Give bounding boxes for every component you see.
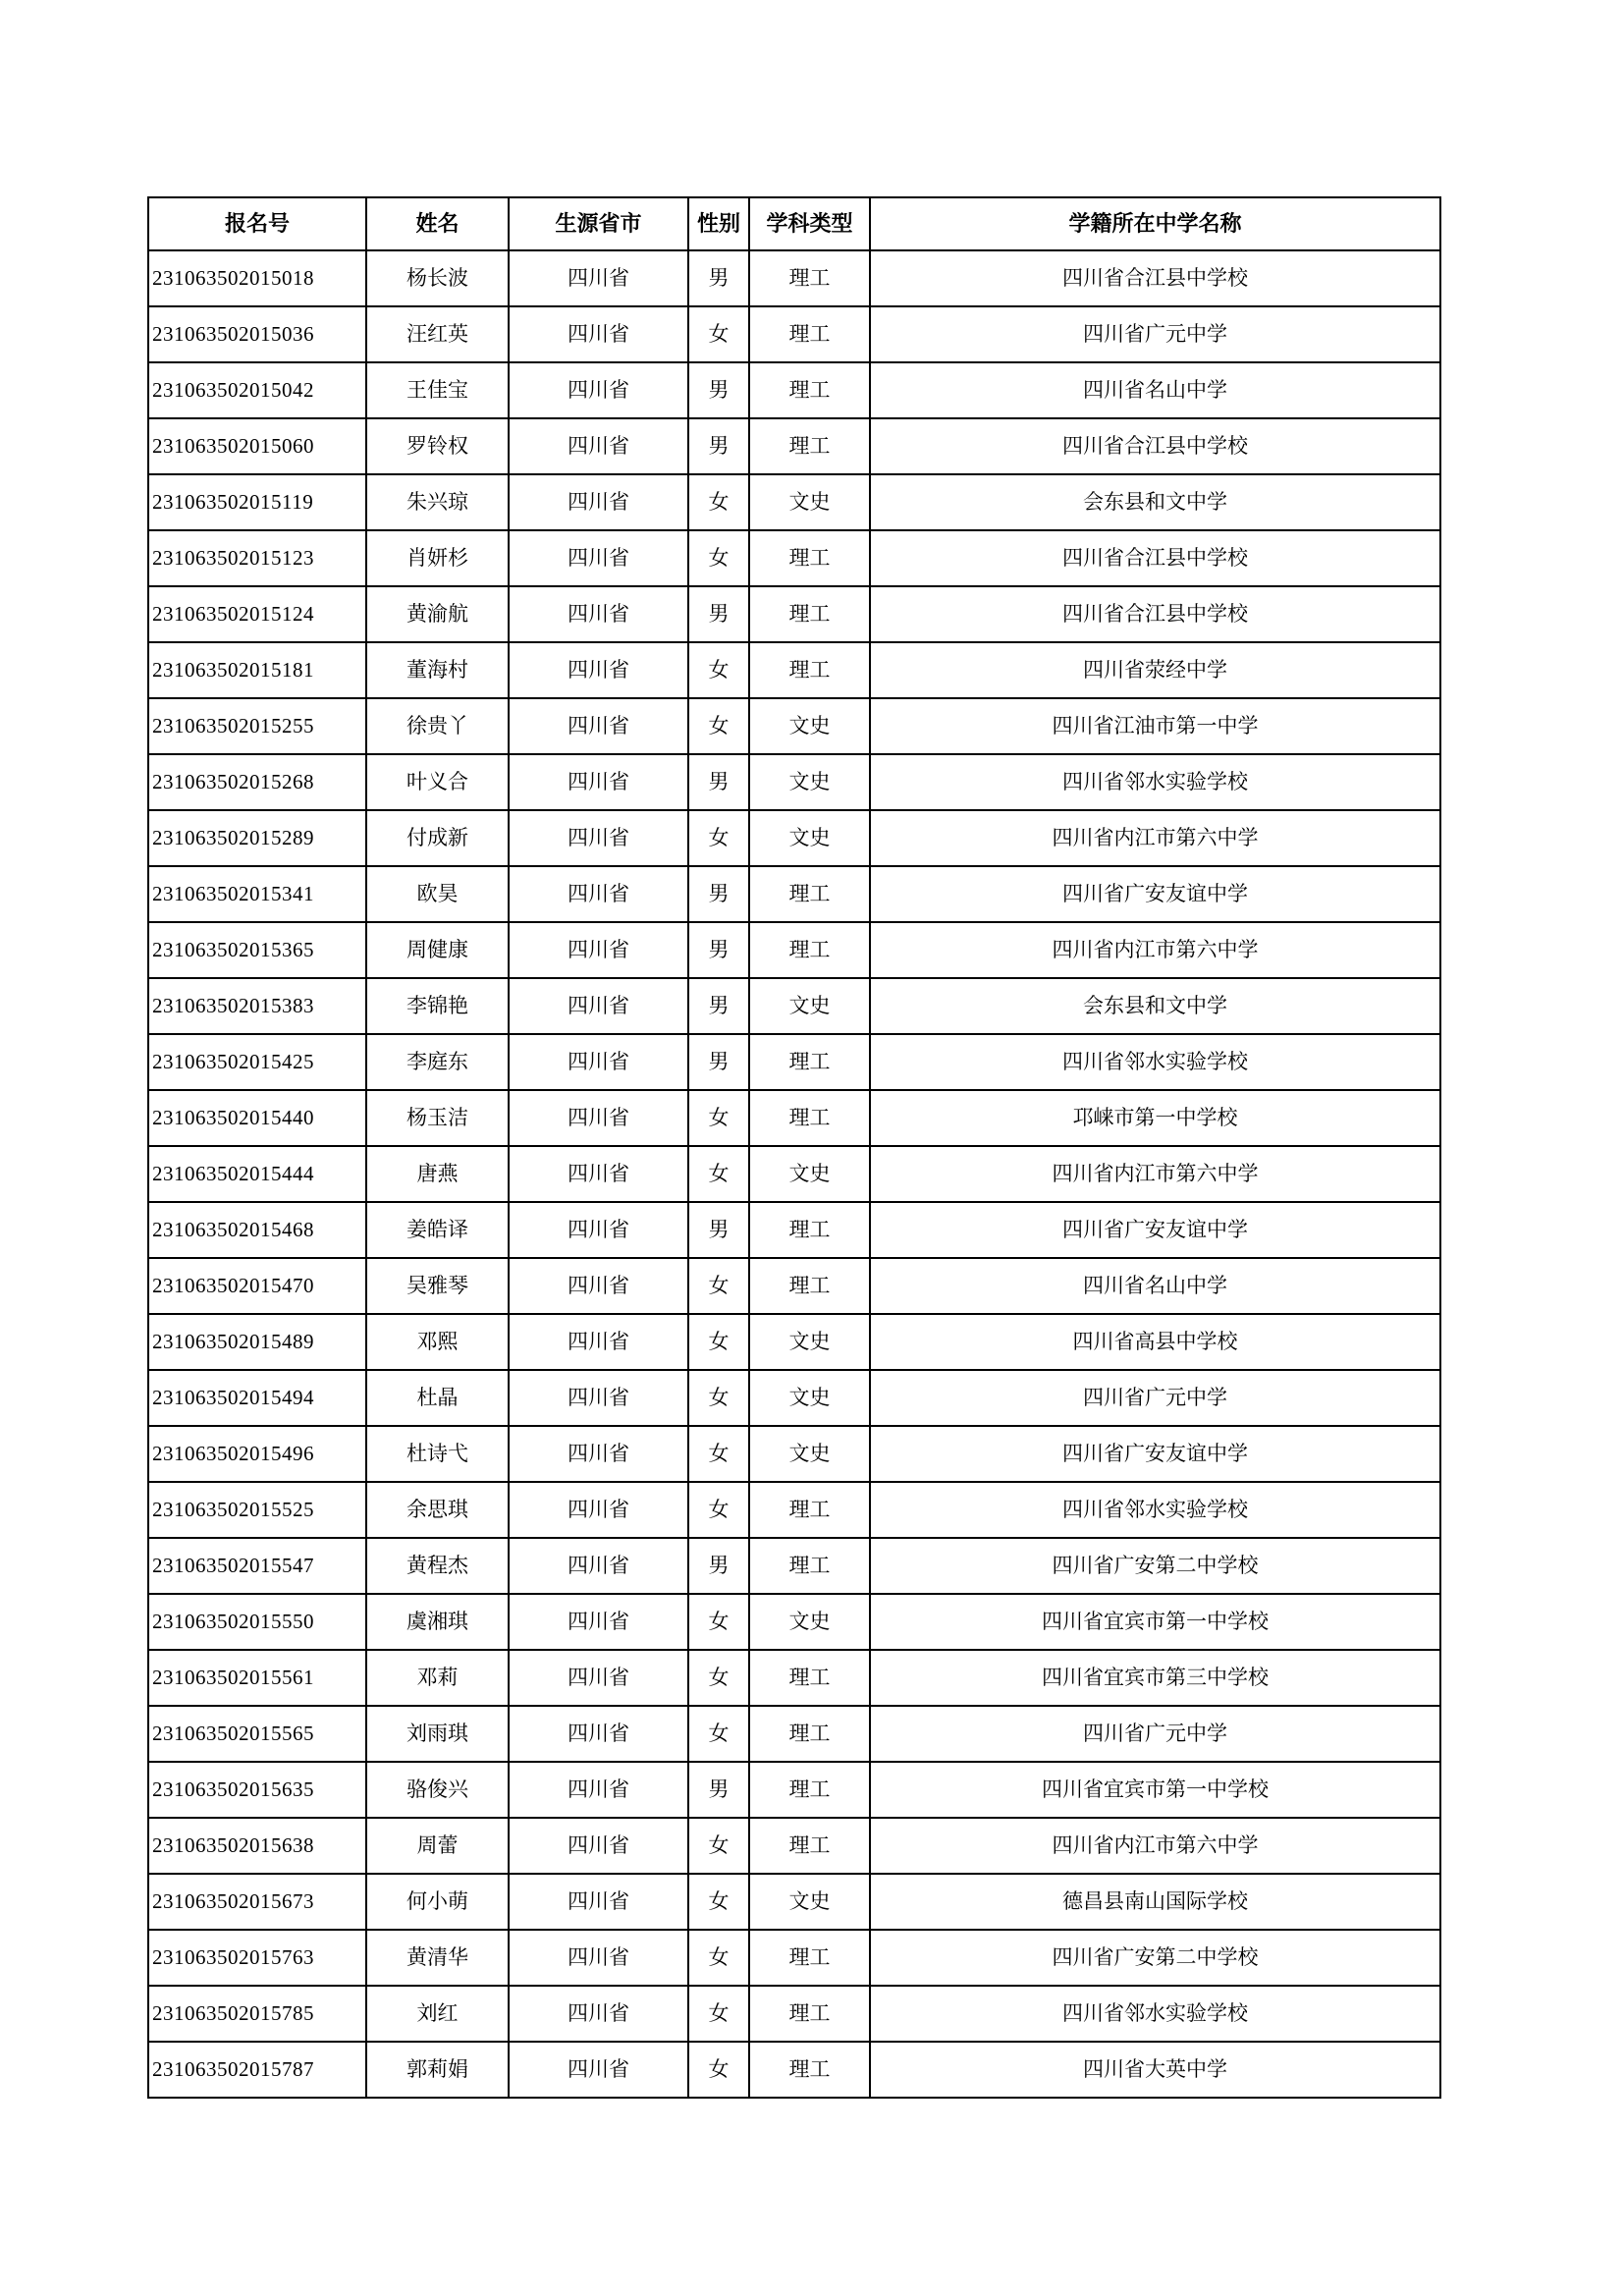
- table-row: [148, 1146, 1440, 1202]
- student-roster-table: [147, 196, 1441, 2099]
- cell-regno: 231063502015181: [148, 642, 366, 698]
- table-row: [148, 586, 1440, 642]
- cell-regno: 231063502015268: [148, 754, 366, 810]
- table-body: [148, 250, 1440, 2098]
- cell-name: 吴雅琴: [366, 1258, 509, 1314]
- cell-name: 杨长波: [366, 250, 509, 306]
- cell-name: 李锦艳: [366, 978, 509, 1034]
- cell-gender: 男: [688, 922, 749, 978]
- cell-name: 何小萌: [366, 1874, 509, 1930]
- cell-regno: 231063502015470: [148, 1258, 366, 1314]
- table-row: [148, 1258, 1440, 1314]
- cell-regno: 231063502015489: [148, 1314, 366, 1370]
- cell-school: 四川省宜宾市第一中学校: [870, 1762, 1440, 1818]
- table-row: [148, 1370, 1440, 1426]
- cell-regno: 231063502015565: [148, 1706, 366, 1762]
- cell-province: 四川省: [509, 474, 688, 530]
- table-row: [148, 1762, 1440, 1818]
- cell-province: 四川省: [509, 306, 688, 362]
- cell-regno: 231063502015124: [148, 586, 366, 642]
- cell-school: 邛崃市第一中学校: [870, 1090, 1440, 1146]
- cell-name: 汪红英: [366, 306, 509, 362]
- cell-regno: 231063502015042: [148, 362, 366, 418]
- cell-school: 四川省合江县中学校: [870, 250, 1440, 306]
- cell-regno: 231063502015638: [148, 1818, 366, 1874]
- cell-gender: 女: [688, 1314, 749, 1370]
- header-province: 生源省市: [509, 197, 688, 250]
- table-row: [148, 1538, 1440, 1594]
- cell-regno: 231063502015383: [148, 978, 366, 1034]
- cell-name: 邓熙: [366, 1314, 509, 1370]
- cell-regno: 231063502015547: [148, 1538, 366, 1594]
- cell-school: 四川省高县中学校: [870, 1314, 1440, 1370]
- cell-school: 四川省合江县中学校: [870, 530, 1440, 586]
- cell-province: 四川省: [509, 1874, 688, 1930]
- cell-gender: 女: [688, 1650, 749, 1706]
- header-row: [148, 197, 1440, 250]
- cell-gender: 女: [688, 810, 749, 866]
- cell-regno: 231063502015018: [148, 250, 366, 306]
- cell-province: 四川省: [509, 2042, 688, 2098]
- cell-school: 四川省广安友谊中学: [870, 1202, 1440, 1258]
- table-row: [148, 2042, 1440, 2098]
- cell-name: 余思琪: [366, 1482, 509, 1538]
- cell-regno: 231063502015255: [148, 698, 366, 754]
- cell-regno: 231063502015119: [148, 474, 366, 530]
- cell-province: 四川省: [509, 1650, 688, 1706]
- cell-school: 四川省邻水实验学校: [870, 754, 1440, 810]
- cell-gender: 男: [688, 978, 749, 1034]
- header-reg-no: 报名号: [148, 197, 366, 250]
- cell-name: 董海村: [366, 642, 509, 698]
- cell-name: 杜晶: [366, 1370, 509, 1426]
- cell-subject-type: 理工: [749, 1202, 870, 1258]
- cell-name: 黄程杰: [366, 1538, 509, 1594]
- cell-province: 四川省: [509, 1034, 688, 1090]
- cell-province: 四川省: [509, 1146, 688, 1202]
- table-row: [148, 922, 1440, 978]
- cell-province: 四川省: [509, 530, 688, 586]
- cell-gender: 女: [688, 474, 749, 530]
- cell-gender: 男: [688, 1538, 749, 1594]
- cell-regno: 231063502015494: [148, 1370, 366, 1426]
- cell-name: 徐贵丫: [366, 698, 509, 754]
- cell-province: 四川省: [509, 418, 688, 474]
- cell-gender: 女: [688, 642, 749, 698]
- cell-gender: 男: [688, 418, 749, 474]
- table-row: [148, 1034, 1440, 1090]
- cell-name: 周蕾: [366, 1818, 509, 1874]
- cell-province: 四川省: [509, 1370, 688, 1426]
- table-row: [148, 1594, 1440, 1650]
- cell-subject-type: 理工: [749, 866, 870, 922]
- cell-school: 四川省广安友谊中学: [870, 1426, 1440, 1482]
- cell-subject-type: 理工: [749, 922, 870, 978]
- cell-province: 四川省: [509, 1482, 688, 1538]
- table-row: [148, 1874, 1440, 1930]
- cell-regno: 231063502015289: [148, 810, 366, 866]
- cell-school: 四川省内江市第六中学: [870, 810, 1440, 866]
- cell-province: 四川省: [509, 1986, 688, 2042]
- cell-province: 四川省: [509, 1426, 688, 1482]
- cell-school: 会东县和文中学: [870, 474, 1440, 530]
- cell-subject-type: 理工: [749, 1090, 870, 1146]
- cell-name: 骆俊兴: [366, 1762, 509, 1818]
- cell-subject-type: 理工: [749, 1258, 870, 1314]
- header-subject-type: 学科类型: [749, 197, 870, 250]
- cell-regno: 231063502015468: [148, 1202, 366, 1258]
- cell-subject-type: 文史: [749, 1146, 870, 1202]
- cell-name: 唐燕: [366, 1146, 509, 1202]
- cell-gender: 男: [688, 866, 749, 922]
- table-row: [148, 642, 1440, 698]
- cell-regno: 231063502015525: [148, 1482, 366, 1538]
- cell-subject-type: 理工: [749, 1762, 870, 1818]
- cell-name: 叶义合: [366, 754, 509, 810]
- table-row: [148, 1818, 1440, 1874]
- cell-province: 四川省: [509, 1202, 688, 1258]
- table-row: [148, 754, 1440, 810]
- cell-school: 四川省广元中学: [870, 1706, 1440, 1762]
- cell-subject-type: 理工: [749, 1706, 870, 1762]
- cell-subject-type: 理工: [749, 418, 870, 474]
- cell-name: 欧昊: [366, 866, 509, 922]
- cell-gender: 女: [688, 1874, 749, 1930]
- cell-gender: 男: [688, 250, 749, 306]
- cell-subject-type: 理工: [749, 1818, 870, 1874]
- cell-province: 四川省: [509, 810, 688, 866]
- cell-name: 邓莉: [366, 1650, 509, 1706]
- cell-subject-type: 理工: [749, 1986, 870, 2042]
- cell-regno: 231063502015561: [148, 1650, 366, 1706]
- cell-school: 四川省广安第二中学校: [870, 1930, 1440, 1986]
- cell-gender: 女: [688, 1482, 749, 1538]
- cell-school: 四川省内江市第六中学: [870, 1818, 1440, 1874]
- cell-subject-type: 理工: [749, 1538, 870, 1594]
- cell-name: 刘红: [366, 1986, 509, 2042]
- cell-subject-type: 文史: [749, 1370, 870, 1426]
- cell-gender: 女: [688, 1706, 749, 1762]
- table-row: [148, 978, 1440, 1034]
- cell-province: 四川省: [509, 1594, 688, 1650]
- cell-name: 肖妍杉: [366, 530, 509, 586]
- cell-province: 四川省: [509, 1930, 688, 1986]
- cell-subject-type: 理工: [749, 1930, 870, 1986]
- header-school: 学籍所在中学名称: [870, 197, 1440, 250]
- cell-subject-type: 理工: [749, 362, 870, 418]
- cell-school: 四川省大英中学: [870, 2042, 1440, 2098]
- table-row: [148, 418, 1440, 474]
- cell-subject-type: 文史: [749, 1314, 870, 1370]
- table-row: [148, 1202, 1440, 1258]
- cell-subject-type: 文史: [749, 978, 870, 1034]
- cell-subject-type: 文史: [749, 754, 870, 810]
- cell-school: 四川省内江市第六中学: [870, 922, 1440, 978]
- cell-subject-type: 理工: [749, 530, 870, 586]
- cell-province: 四川省: [509, 1706, 688, 1762]
- cell-name: 罗铃权: [366, 418, 509, 474]
- table-row: [148, 250, 1440, 306]
- table-row: [148, 1482, 1440, 1538]
- cell-subject-type: 文史: [749, 698, 870, 754]
- table-row: [148, 306, 1440, 362]
- cell-province: 四川省: [509, 1314, 688, 1370]
- cell-gender: 女: [688, 698, 749, 754]
- cell-province: 四川省: [509, 250, 688, 306]
- table-row: [148, 698, 1440, 754]
- cell-subject-type: 文史: [749, 810, 870, 866]
- cell-regno: 231063502015036: [148, 306, 366, 362]
- cell-province: 四川省: [509, 1818, 688, 1874]
- cell-school: 四川省广安第二中学校: [870, 1538, 1440, 1594]
- cell-subject-type: 文史: [749, 1594, 870, 1650]
- table-row: [148, 1986, 1440, 2042]
- cell-gender: 女: [688, 2042, 749, 2098]
- cell-province: 四川省: [509, 1258, 688, 1314]
- cell-gender: 女: [688, 1986, 749, 2042]
- cell-subject-type: 理工: [749, 642, 870, 698]
- cell-name: 李庭东: [366, 1034, 509, 1090]
- cell-province: 四川省: [509, 586, 688, 642]
- cell-regno: 231063502015444: [148, 1146, 366, 1202]
- table-row: [148, 1426, 1440, 1482]
- table-row: [148, 1090, 1440, 1146]
- cell-gender: 女: [688, 530, 749, 586]
- cell-gender: 女: [688, 306, 749, 362]
- table-row: [148, 810, 1440, 866]
- cell-subject-type: 文史: [749, 1426, 870, 1482]
- cell-school: 四川省广元中学: [870, 1370, 1440, 1426]
- cell-gender: 女: [688, 1370, 749, 1426]
- cell-school: 四川省广安友谊中学: [870, 866, 1440, 922]
- cell-gender: 女: [688, 1930, 749, 1986]
- cell-subject-type: 文史: [749, 474, 870, 530]
- cell-gender: 男: [688, 754, 749, 810]
- cell-gender: 男: [688, 362, 749, 418]
- cell-subject-type: 理工: [749, 1650, 870, 1706]
- cell-name: 黄渝航: [366, 586, 509, 642]
- cell-regno: 231063502015440: [148, 1090, 366, 1146]
- cell-name: 刘雨琪: [366, 1706, 509, 1762]
- cell-school: 四川省广元中学: [870, 306, 1440, 362]
- cell-province: 四川省: [509, 866, 688, 922]
- header-name: 姓名: [366, 197, 509, 250]
- cell-school: 四川省邻水实验学校: [870, 1034, 1440, 1090]
- cell-school: 德昌县南山国际学校: [870, 1874, 1440, 1930]
- cell-regno: 231063502015060: [148, 418, 366, 474]
- cell-gender: 女: [688, 1818, 749, 1874]
- table-row: [148, 1706, 1440, 1762]
- cell-gender: 男: [688, 586, 749, 642]
- cell-province: 四川省: [509, 698, 688, 754]
- cell-gender: 男: [688, 1762, 749, 1818]
- table-row: [148, 1314, 1440, 1370]
- cell-name: 虞湘琪: [366, 1594, 509, 1650]
- cell-school: 四川省江油市第一中学: [870, 698, 1440, 754]
- cell-regno: 231063502015341: [148, 866, 366, 922]
- cell-school: 四川省名山中学: [870, 1258, 1440, 1314]
- table-row: [148, 474, 1440, 530]
- cell-subject-type: 文史: [749, 1874, 870, 1930]
- cell-regno: 231063502015785: [148, 1986, 366, 2042]
- cell-name: 朱兴琼: [366, 474, 509, 530]
- table-row: [148, 866, 1440, 922]
- cell-subject-type: 理工: [749, 586, 870, 642]
- cell-gender: 女: [688, 1258, 749, 1314]
- cell-regno: 231063502015673: [148, 1874, 366, 1930]
- cell-name: 杜诗弋: [366, 1426, 509, 1482]
- cell-gender: 女: [688, 1594, 749, 1650]
- cell-name: 姜皓译: [366, 1202, 509, 1258]
- cell-school: 四川省宜宾市第三中学校: [870, 1650, 1440, 1706]
- cell-name: 付成新: [366, 810, 509, 866]
- cell-regno: 231063502015425: [148, 1034, 366, 1090]
- cell-province: 四川省: [509, 1538, 688, 1594]
- cell-gender: 女: [688, 1090, 749, 1146]
- cell-school: 四川省合江县中学校: [870, 418, 1440, 474]
- cell-subject-type: 理工: [749, 1034, 870, 1090]
- cell-subject-type: 理工: [749, 250, 870, 306]
- cell-province: 四川省: [509, 642, 688, 698]
- table-header: [148, 197, 1440, 250]
- cell-gender: 女: [688, 1146, 749, 1202]
- cell-school: 四川省名山中学: [870, 362, 1440, 418]
- cell-school: 四川省内江市第六中学: [870, 1146, 1440, 1202]
- cell-subject-type: 理工: [749, 1482, 870, 1538]
- cell-province: 四川省: [509, 1762, 688, 1818]
- cell-name: 黄清华: [366, 1930, 509, 1986]
- table-row: [148, 530, 1440, 586]
- cell-province: 四川省: [509, 922, 688, 978]
- cell-school: 四川省邻水实验学校: [870, 1986, 1440, 2042]
- cell-subject-type: 理工: [749, 2042, 870, 2098]
- table-row: [148, 1650, 1440, 1706]
- cell-province: 四川省: [509, 362, 688, 418]
- cell-name: 杨玉洁: [366, 1090, 509, 1146]
- table-row: [148, 1930, 1440, 1986]
- cell-province: 四川省: [509, 754, 688, 810]
- cell-school: 四川省荥经中学: [870, 642, 1440, 698]
- cell-name: 周健康: [366, 922, 509, 978]
- cell-subject-type: 理工: [749, 306, 870, 362]
- cell-regno: 231063502015365: [148, 922, 366, 978]
- cell-gender: 男: [688, 1034, 749, 1090]
- cell-school: 四川省宜宾市第一中学校: [870, 1594, 1440, 1650]
- cell-province: 四川省: [509, 1090, 688, 1146]
- cell-province: 四川省: [509, 978, 688, 1034]
- cell-school: 四川省邻水实验学校: [870, 1482, 1440, 1538]
- cell-regno: 231063502015635: [148, 1762, 366, 1818]
- header-gender: 性别: [688, 197, 749, 250]
- cell-regno: 231063502015787: [148, 2042, 366, 2098]
- cell-gender: 男: [688, 1202, 749, 1258]
- cell-school: 四川省合江县中学校: [870, 586, 1440, 642]
- cell-name: 郭莉娟: [366, 2042, 509, 2098]
- cell-school: 会东县和文中学: [870, 978, 1440, 1034]
- cell-regno: 231063502015123: [148, 530, 366, 586]
- cell-name: 王佳宝: [366, 362, 509, 418]
- table-row: [148, 362, 1440, 418]
- cell-regno: 231063502015550: [148, 1594, 366, 1650]
- cell-regno: 231063502015763: [148, 1930, 366, 1986]
- cell-gender: 女: [688, 1426, 749, 1482]
- cell-regno: 231063502015496: [148, 1426, 366, 1482]
